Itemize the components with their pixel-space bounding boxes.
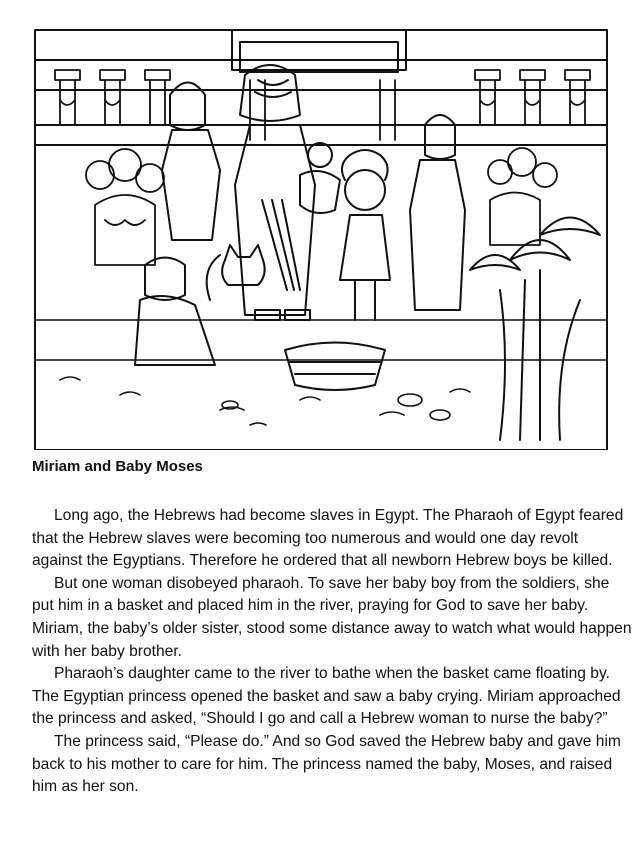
- story-paragraph-4: The princess said, “Please do.” And so God saved the Hebrew baby and gave him back to his mother to care for him. The princess named the baby, Moses, and raised him as her son.: [32, 732, 621, 796]
- story-paragraph-1: Long ago, the Hebrews had become slaves in Egypt. The Pharaoh of Egypt feared that the Hebrew slaves were becoming too numerous and would one day revolt against the Egyptians. Therefore he ordered that all newborn Hebrew boys be killed.: [32, 507, 624, 570]
- girl-miriam-icon: [340, 150, 390, 320]
- story-title: Miriam and Baby Moses: [32, 458, 203, 475]
- story-paragraph-3: Pharaoh’s daughter came to the river to bathe when the basket came floating by. The Egyptian princess opened the basket and saw a baby crying. Miriam approached the princess and asked, “Should I go and call a Hebrew woman to nurse the baby?”: [32, 665, 621, 728]
- pharaoh-icon: [235, 65, 315, 320]
- palace-columns-icon: [55, 70, 590, 140]
- basket-icon: [285, 343, 385, 391]
- servant-in-water-icon: [135, 258, 215, 366]
- cat-icon: [207, 245, 265, 300]
- papyrus-plants-icon: [470, 218, 600, 441]
- flower-pots-icon: [86, 148, 557, 265]
- woman-left-icon: [162, 83, 220, 241]
- story-text: [32, 505, 632, 799]
- story-paragraph-2: But one woman disobeyed pharaoh. To save her baby boy from the soldiers, she put him in a basket and placed him in the river, praying for God to save her baby. Miriam, the baby’s older sister, stood some distance away to watch what would happen with her baby brother.: [32, 574, 632, 660]
- baby-icon: [300, 143, 340, 213]
